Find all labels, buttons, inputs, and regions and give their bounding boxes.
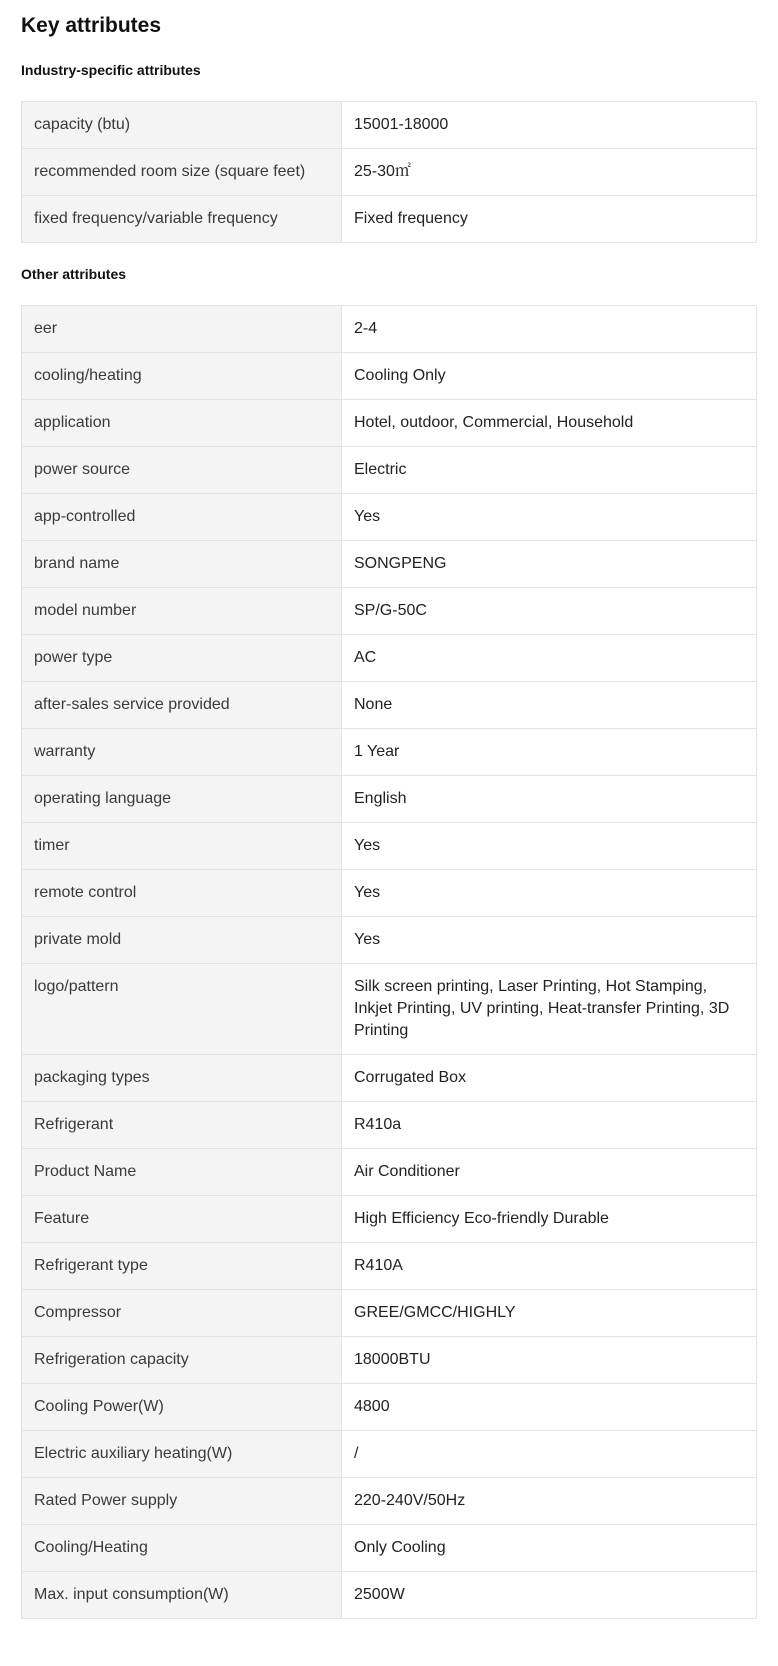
attribute-value: Yes bbox=[342, 494, 757, 541]
attribute-value: GREE/GMCC/HIGHLY bbox=[342, 1290, 757, 1337]
attribute-name: Refrigerant type bbox=[22, 1243, 342, 1290]
attribute-row bbox=[22, 1243, 757, 1290]
attribute-value: Corrugated Box bbox=[342, 1055, 757, 1102]
attribute-name: Product Name bbox=[22, 1149, 342, 1196]
attribute-name: brand name bbox=[22, 541, 342, 588]
attribute-name: app-controlled bbox=[22, 494, 342, 541]
attribute-row bbox=[22, 870, 757, 917]
attribute-value: R410a bbox=[342, 1102, 757, 1149]
page-title: Key attributes bbox=[21, 14, 162, 37]
attribute-name: packaging types bbox=[22, 1055, 342, 1102]
attribute-row bbox=[22, 682, 757, 729]
attribute-row bbox=[22, 1478, 757, 1525]
attribute-name: Refrigeration capacity bbox=[22, 1337, 342, 1384]
attribute-value: 1 Year bbox=[342, 729, 757, 776]
attribute-row bbox=[22, 1290, 757, 1337]
section-title-industry-specific: Industry-specific attributes bbox=[21, 62, 201, 78]
attribute-value: Only Cooling bbox=[342, 1525, 757, 1572]
attribute-value: None bbox=[342, 682, 757, 729]
attribute-row bbox=[22, 1384, 757, 1431]
attribute-name: Rated Power supply bbox=[22, 1478, 342, 1525]
attribute-row bbox=[22, 1055, 757, 1102]
attribute-row bbox=[22, 776, 757, 823]
attribute-row bbox=[22, 964, 757, 1055]
attribute-row bbox=[22, 1149, 757, 1196]
attribute-name: operating language bbox=[22, 776, 342, 823]
attribute-name: recommended room size (square feet) bbox=[22, 149, 342, 196]
attribute-row bbox=[22, 588, 757, 635]
attribute-row bbox=[22, 541, 757, 588]
industry-attributes-table bbox=[21, 101, 757, 243]
attribute-value: 4800 bbox=[342, 1384, 757, 1431]
attribute-value: 18000BTU bbox=[342, 1337, 757, 1384]
attribute-name: Compressor bbox=[22, 1290, 342, 1337]
attribute-row bbox=[22, 823, 757, 870]
attribute-value: Silk screen printing, Laser Printing, Hot Stamping, Inkjet Printing, UV printing, Heat-transfer Printing, 3D Printing bbox=[342, 964, 757, 1055]
attribute-row bbox=[22, 1431, 757, 1478]
key-attributes-panel bbox=[21, 0, 757, 1619]
attribute-row bbox=[22, 102, 757, 149]
attribute-row bbox=[22, 1572, 757, 1619]
attribute-row bbox=[22, 729, 757, 776]
attribute-row bbox=[22, 494, 757, 541]
attribute-name: logo/pattern bbox=[22, 964, 342, 1055]
attribute-name: private mold bbox=[22, 917, 342, 964]
attribute-row bbox=[22, 917, 757, 964]
attribute-name: Electric auxiliary heating(W) bbox=[22, 1431, 342, 1478]
attribute-name: power type bbox=[22, 635, 342, 682]
attribute-value: R410A bbox=[342, 1243, 757, 1290]
attribute-row bbox=[22, 306, 757, 353]
attribute-value: Hotel, outdoor, Commercial, Household bbox=[342, 400, 757, 447]
attribute-name: Max. input consumption(W) bbox=[22, 1572, 342, 1619]
attribute-name: cooling/heating bbox=[22, 353, 342, 400]
attribute-value: 2500W bbox=[342, 1572, 757, 1619]
attribute-name: warranty bbox=[22, 729, 342, 776]
attribute-row bbox=[22, 447, 757, 494]
attribute-value: / bbox=[342, 1431, 757, 1478]
attribute-name: Cooling/Heating bbox=[22, 1525, 342, 1572]
attribute-value: High Efficiency Eco-friendly Durable bbox=[342, 1196, 757, 1243]
attribute-value: Air Conditioner bbox=[342, 1149, 757, 1196]
attribute-row bbox=[22, 635, 757, 682]
attribute-value: 220-240V/50Hz bbox=[342, 1478, 757, 1525]
attribute-name: fixed frequency/variable frequency bbox=[22, 196, 342, 243]
attribute-value: English bbox=[342, 776, 757, 823]
attribute-value: Yes bbox=[342, 917, 757, 964]
attribute-value: Yes bbox=[342, 870, 757, 917]
attribute-name: capacity (btu) bbox=[22, 102, 342, 149]
attribute-value: 2-4 bbox=[342, 306, 757, 353]
attribute-row bbox=[22, 149, 757, 196]
attribute-name: Cooling Power(W) bbox=[22, 1384, 342, 1431]
attribute-value: Electric bbox=[342, 447, 757, 494]
attribute-row bbox=[22, 1196, 757, 1243]
attribute-name: power source bbox=[22, 447, 342, 494]
attribute-row bbox=[22, 400, 757, 447]
attribute-row bbox=[22, 1525, 757, 1572]
attribute-name: model number bbox=[22, 588, 342, 635]
other-attributes-table bbox=[21, 305, 757, 1619]
attribute-value: SONGPENG bbox=[342, 541, 757, 588]
attribute-value: Cooling Only bbox=[342, 353, 757, 400]
attribute-name: remote control bbox=[22, 870, 342, 917]
attribute-row bbox=[22, 1337, 757, 1384]
attribute-row bbox=[22, 196, 757, 243]
section-title-other: Other attributes bbox=[21, 266, 127, 282]
attribute-name: Refrigerant bbox=[22, 1102, 342, 1149]
attribute-value: SP/G-50C bbox=[342, 588, 757, 635]
attribute-name: application bbox=[22, 400, 342, 447]
attribute-value: Fixed frequency bbox=[342, 196, 757, 243]
attribute-name: eer bbox=[22, 306, 342, 353]
attribute-value: AC bbox=[342, 635, 757, 682]
attribute-name: Feature bbox=[22, 1196, 342, 1243]
attribute-value: Yes bbox=[342, 823, 757, 870]
attribute-value: 15001-18000 bbox=[342, 102, 757, 149]
attribute-value: 25-30㎡ bbox=[342, 149, 757, 196]
attribute-name: timer bbox=[22, 823, 342, 870]
attribute-row bbox=[22, 353, 757, 400]
attribute-name: after-sales service provided bbox=[22, 682, 342, 729]
attribute-row bbox=[22, 1102, 757, 1149]
